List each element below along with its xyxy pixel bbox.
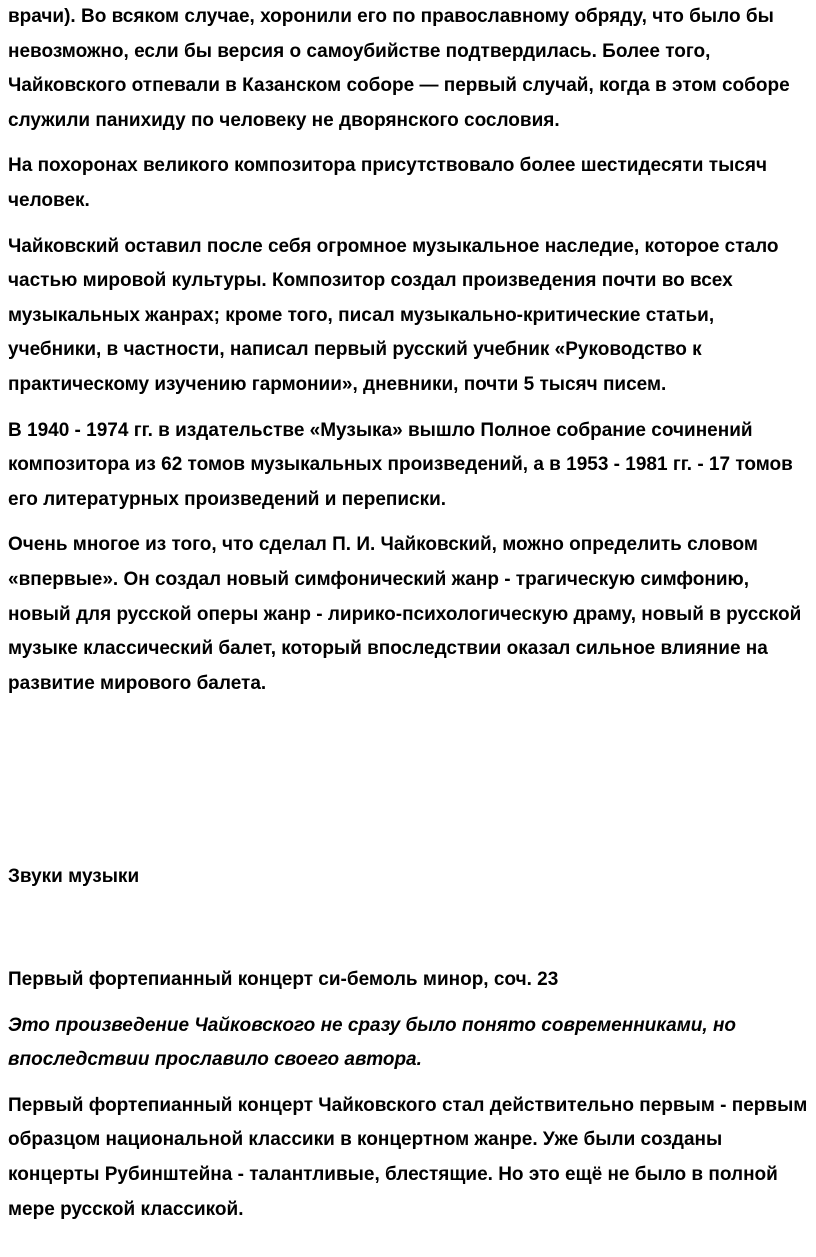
concerto-section [8,963,810,1227]
concerto-italic-intro: Это произведение Чайковского не сразу было понято современниками, но впоследствии прославило своего автора. [8,1014,737,1071]
paragraph-firsts: Очень многое из того, что сделал П. И. Чайковский, можно определить словом «впервые». Он создал новый симфонический жанр - трагическую симфонию, новый для русской оперы жанр - лирико-психологическую драму, новый в русской музыке классический балет, который впоследствии оказал сильное влияние на развитие мирового балета. [8,534,802,694]
concerto-subheading: Первый фортепианный концерт си-бемоль минор, соч. 23 [8,969,559,990]
paragraph-funeral-attendance: На похоронах великого композитора присутствовало более шестидесяти тысяч человек. [8,155,767,211]
section-heading: Звуки музыки [8,866,140,887]
paragraph-legacy: Чайковский оставил после себя огромное музыкальное наследие, которое стало частью мировой культуры. Композитор создал произведения почти во всех музыкальных жанрах; кроме того, писал музыкально-критические статьи, учебники, в частности, написал первый русский учебник «Руководство к практическому изучению гармонии», дневники, почти 5 тысяч писем. [8,235,779,395]
main-text-block [8,0,810,701]
paragraph-funeral-rite: врачи). Во всяком случае, хоронили его по православному обряду, что было бы невозможно, если бы версия о самоубийстве подтвердилась. Более того, Чайковского отпевали в Казанском соборе — первый случай, когда в этом соборе служили панихиду по человеку не дворянского сословия. [8,6,790,131]
paragraph-complete-works: В 1940 - 1974 гг. в издательстве «Музыка» вышло Полное собрание сочинений композитора из 62 томов музыкальных произведений, а в 1953 - 1981 гг. - 17 томов его литературных произведений и переписки. [8,419,793,510]
concerto-paragraph: Первый фортепианный концерт Чайковского стал действительно первым - первым образцом национальной классики в концертном жанре. Уже были созданы концерты Рубинштейна - талантливые, блестящие. Но это ещё не было в полной мере русской классикой. [8,1094,808,1220]
